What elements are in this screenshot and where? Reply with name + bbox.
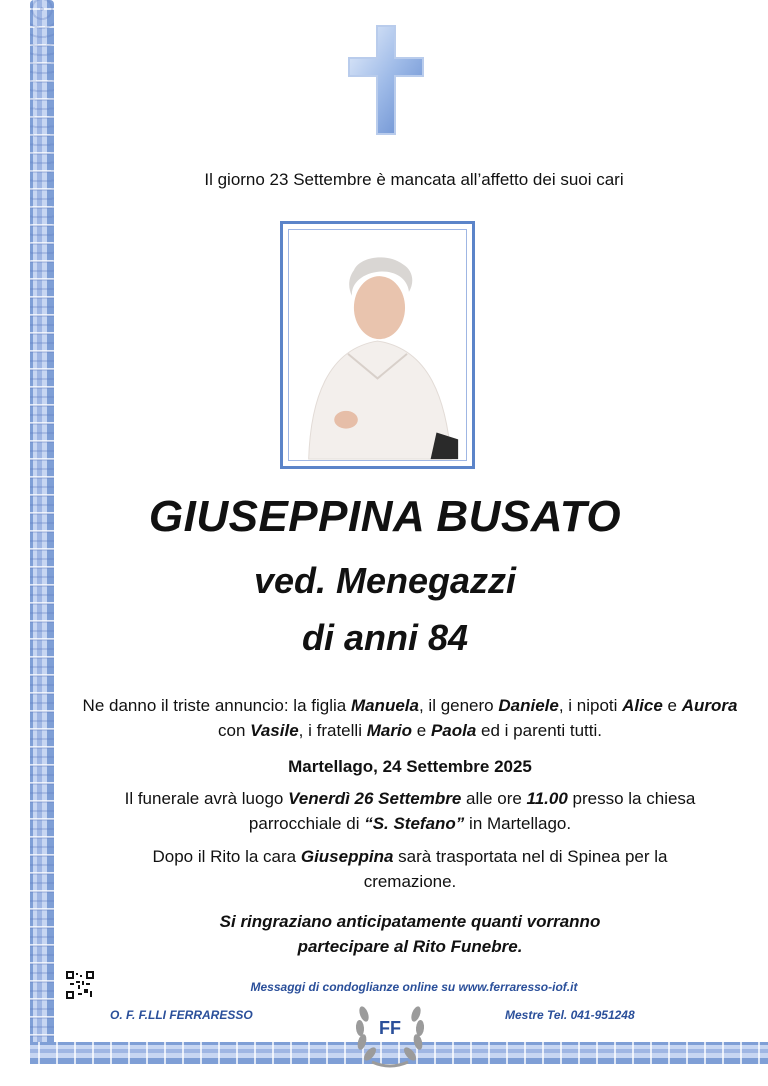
decorative-border-left [30,0,54,1058]
condolences-message[interactable]: Messaggi di condoglianze online su www.ferraresso-iof.it [250,980,578,994]
thanks-line-2: partecipare al Rito Funebre. [297,937,523,956]
age: di anni 84 [301,617,469,658]
funeral-paragraph: Il funerale avrà luogo Venerdì 26 Settembre alle ore 11.00 presso la chiesa parrocchiale di “S. Stefano” in Martellago. [124,789,696,833]
cremation-paragraph: Dopo il Rito la cara Giuseppina sarà trasportata nel di Spinea per la cremazione. [152,847,668,891]
announcement-paragraph: Ne danno il triste annuncio: la figlia Manuela, il genero Daniele, i nipoti Alice e Aurora con Vasile, i fratelli Mario e Paola ed i parenti tutti. [82,696,738,740]
widow-of: ved. Menegazzi [253,560,517,601]
deceased-name: GIUSEPPINA BUSATO [148,492,622,541]
contact-phone: Mestre Tel. 041-951248 [505,1008,635,1022]
thanks-text [70,909,750,959]
portrait-photo-frame [280,221,475,469]
place-date: Martellago, 24 Settembre 2025 [288,757,532,776]
cross-icon [347,24,425,136]
intro-text: Il giorno 23 Settembre è mancata all’affetto dei suoi cari [204,170,624,189]
funeral-company: O. F. F.LLI FERRARESSO [110,1008,253,1022]
laurel-logo-icon [350,998,430,1070]
logo-text: FF [379,1018,401,1038]
portrait-photo [289,230,466,460]
thanks-line-1: Si ringraziano anticipatamente quanti vorranno [219,912,601,931]
